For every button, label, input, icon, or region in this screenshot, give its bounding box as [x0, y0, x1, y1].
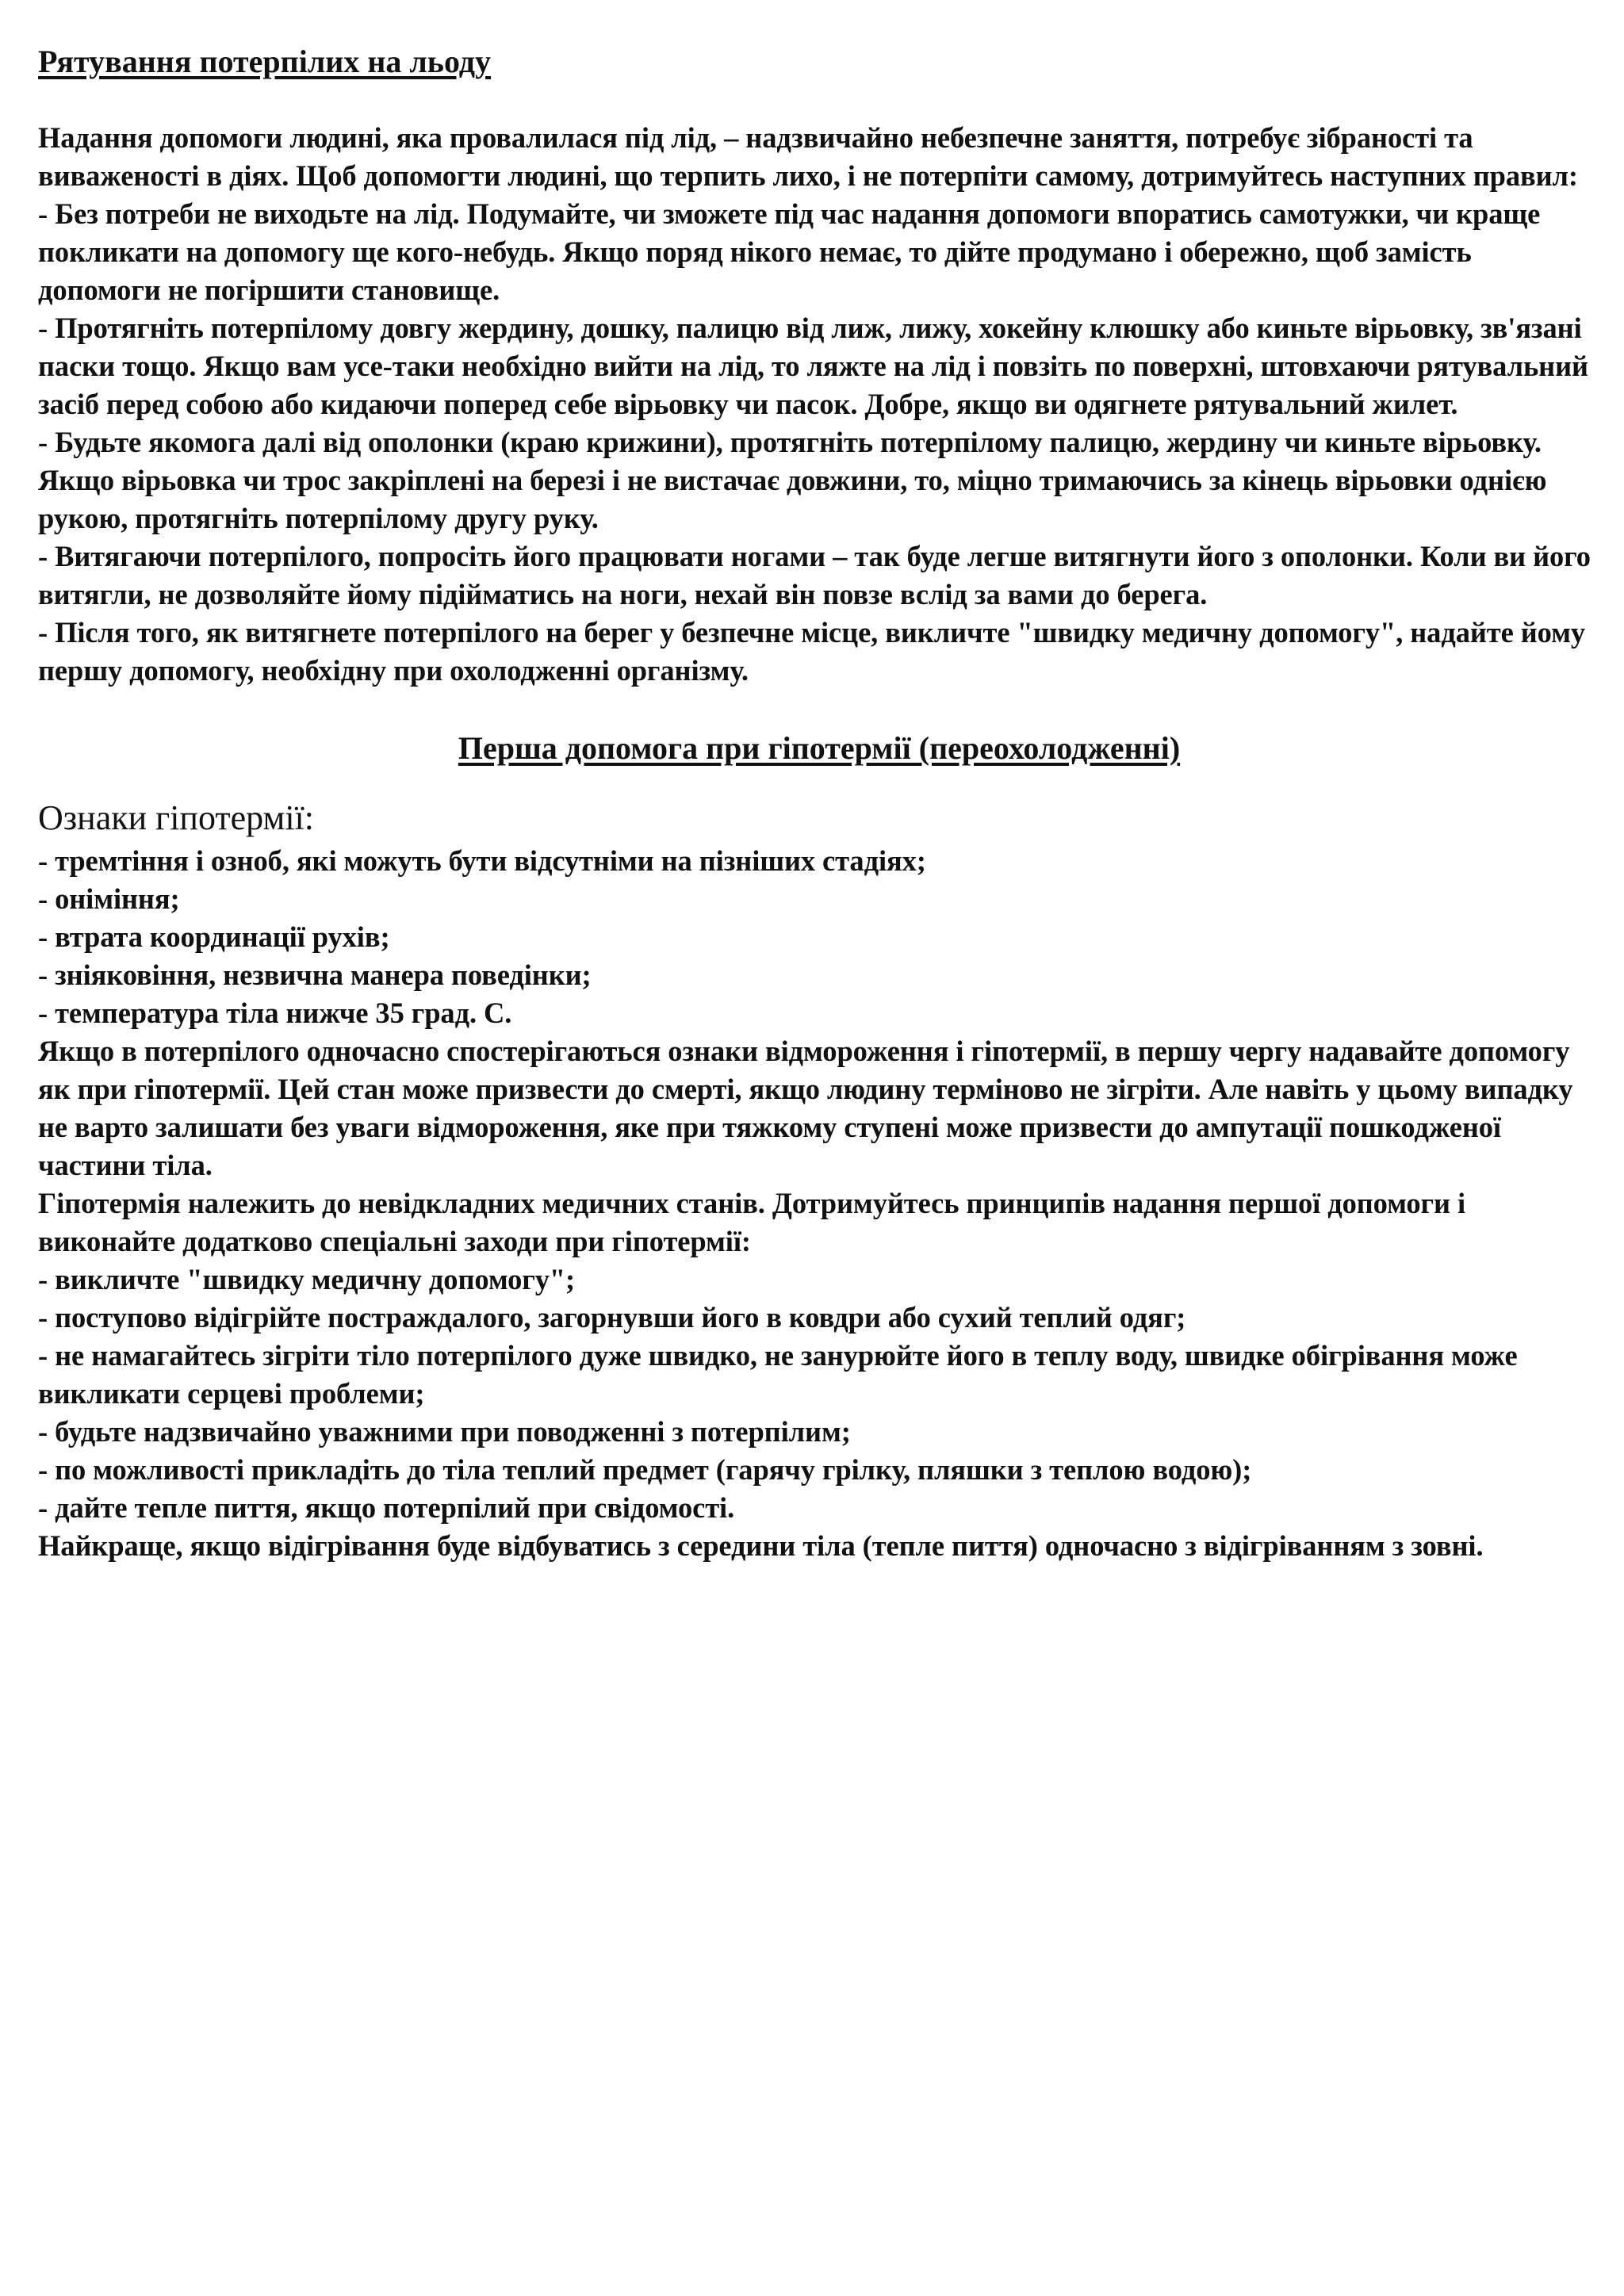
spacer — [38, 690, 1600, 725]
rescue-rule-3: - Будьте якомога далі від ополонки (краю крижини), протягніть потерпілому палицю, жердину чи киньте вірьовку. Якщо вірьовка чи трос закріплені на березі і не вистачає довжини, то, міцно тримаючись за кінець вірьовки однією рукою, протягніть потерпілому другу руку. — [38, 426, 1547, 534]
rescue-intro-paragraph: Надання допомоги людині, яка провалилася під лід, – надзвичайно небезпечне заняття, потребує зібраності та виваженості в діях. Щоб допомогти людині, що терпить лихо, і не потерпіти самому, дотримуйтесь наступних правил: — [38, 121, 1578, 192]
measure-item: - не намагайтесь зігріти тіло потерпілого дуже швидко, не занурюйте його в теплу воду, швидке обігрівання може викликати серцеві проблеми; — [38, 1339, 1518, 1410]
spacer — [38, 86, 1600, 119]
rescue-rule-1: - Без потреби не виходьте на лід. Подумайте, чи зможете під час надання допомоги впоратись самотужки, чи краще покликати на допомогу ще кого-небудь. Якщо поряд нікого немає, то дійте продумано і обережно, щоб замість допомоги не погіршити становище. — [38, 197, 1541, 306]
rescue-rule-5: - Після того, як витягнете потерпілого на берег у безпечне місце, викличте "швидку медичну допомогу", надайте йому першу допомогу, необхідну при охолодженні організму. — [38, 616, 1586, 687]
sign-item: - зніяковіння, незвична манера поведінки; — [38, 959, 592, 991]
spacer — [38, 772, 1600, 794]
measure-item: - по можливості прикладіть до тіла теплий предмет (гарячу грілку, пляшки з теплою водою); — [38, 1453, 1252, 1486]
first-aid-title: Перша допомога при гіпотермії (переохолодженні) — [458, 730, 1181, 766]
first-aid-body — [38, 842, 1600, 1565]
document-page — [38, 38, 1600, 1565]
frostbite-priority-paragraph: Якщо в потерпілого одночасно спостерігаються ознаки відмороження і гіпотермії, в першу чергу надавайте допомогу як при гіпотермії. Цей стан може призвести до смерті, якщо людину терміново не зігріти. Але навіть у цьому випадку не варто залишати без уваги відмороження, яке при тяжкому ступені може призвести до ампутації пошкодженої частини тіла. — [38, 1035, 1573, 1181]
measure-item: - дайте тепле пиття, якщо потерпілий при свідомості. — [38, 1491, 735, 1524]
measure-item: - поступово відігрійте постраждалого, загорнувши його в ковдри або сухий теплий одяг; — [38, 1301, 1186, 1334]
sign-item: - оніміння; — [38, 882, 180, 915]
measure-item: - будьте надзвичайно уважними при поводженні з потерпілим; — [38, 1415, 851, 1448]
measure-item: - викличте "швидку медичну допомогу"; — [38, 1263, 576, 1295]
rescue-rule-2: - Протягніть потерпілому довгу жердину, дошку, палицю від лиж, лижу, хокейну клюшку або киньте вірьовку, зв'язані паски тощо. Якщо вам усе-таки необхідно вийти на лід, то ляжте на лід і повзіть по поверхні, штовхаючи рятувальний засіб перед собою або кидаючи поперед себе вірьовку чи пасок. Добре, якщо ви одягнете рятувальний жилет. — [38, 312, 1588, 420]
sign-item: - тремтіння і озноб, які можуть бути відсутніми на пізніших стадіях; — [38, 844, 926, 877]
rescue-title: Рятування потерпілих на льоду — [38, 44, 492, 79]
hypothermia-signs-heading: Ознаки гіпотермії: — [38, 798, 315, 837]
sign-item: - втрата координації рухів; — [38, 920, 390, 953]
rescue-body — [38, 119, 1600, 690]
closing-paragraph: Найкраще, якщо відігрівання буде відбуватись з середини тіла (тепле пиття) одночасно з відігріванням з зовні. — [38, 1529, 1484, 1562]
rescue-rule-4: - Витягаючи потерпілого, попросіть його працювати ногами – так буде легше витягнути його з ополонки. Коли ви його витягли, не дозволяйте йому підійматись на ноги, нехай він повзе вслід за вами до берега. — [38, 540, 1591, 610]
emergency-condition-paragraph: Гіпотермія належить до невідкладних медичних станів. Дотримуйтесь принципів надання першої допомоги і виконайте додатково спеціальні заходи при гіпотермії: — [38, 1187, 1466, 1257]
sign-item: - температура тіла нижче 35 град. С. — [38, 997, 512, 1029]
